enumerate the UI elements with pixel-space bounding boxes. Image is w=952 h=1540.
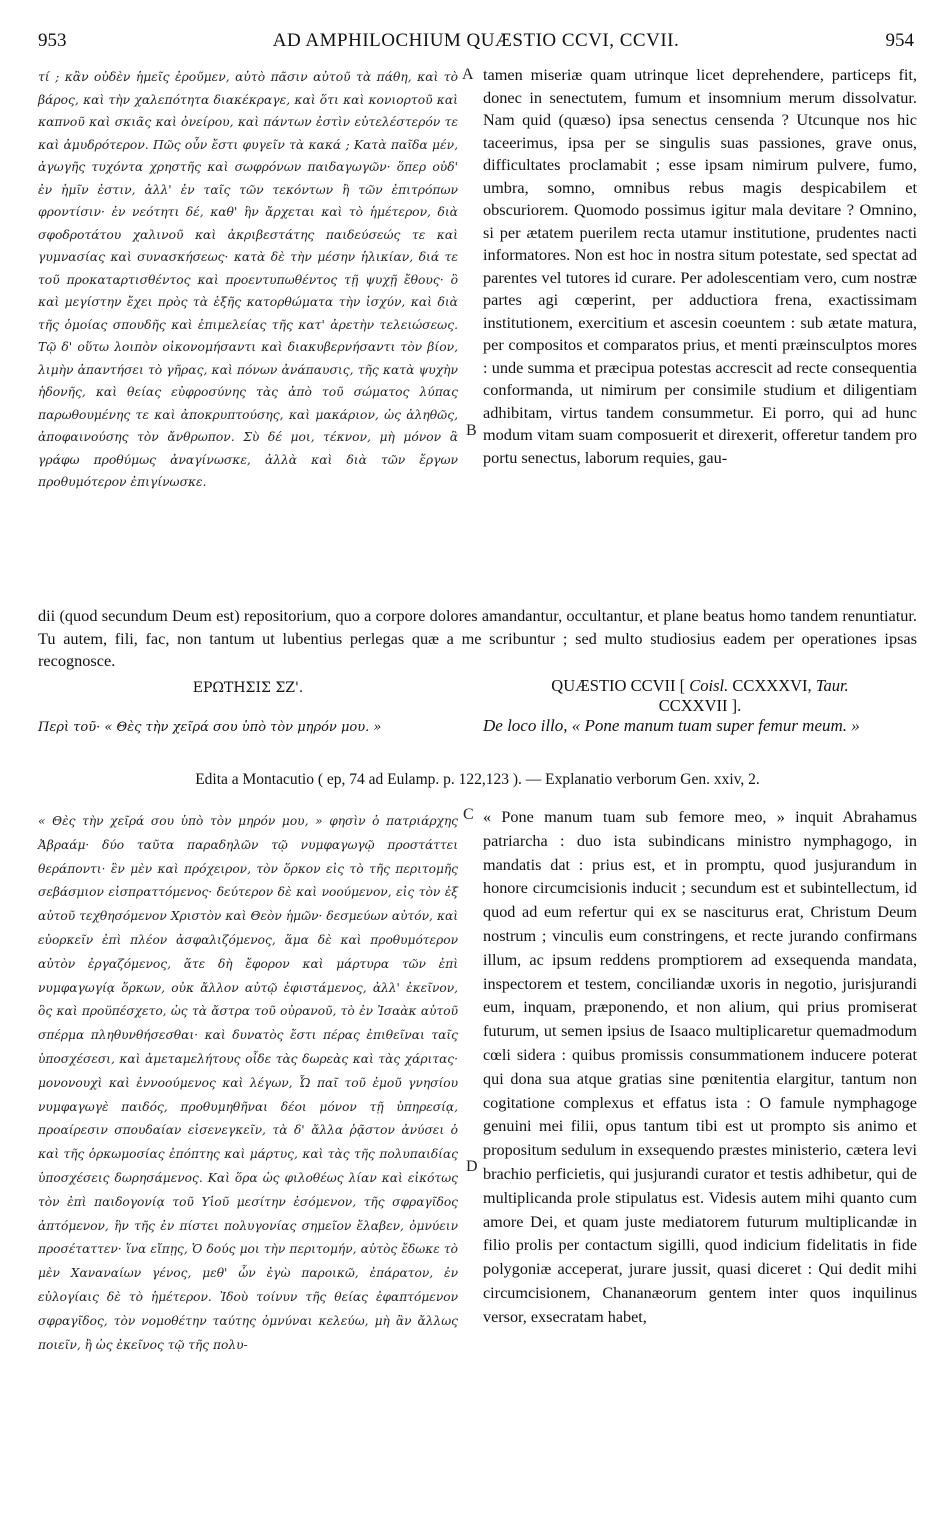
title-prefix: QUÆSTIO CCVII [ [551, 676, 686, 695]
edition-note: Edita a Montacutio ( ep, 74 ad Eulamp. p. 122,123 ). — Explanatio verborum Gen. xxiv, 2. [195, 771, 760, 788]
margin-marker-c: C [463, 806, 474, 823]
latin-question-subtitle: De loco illo, « Pone manum tuam super femur meum. » [483, 716, 860, 735]
title-source-taur: Taur. [815, 676, 849, 695]
page-title: AD AMPHILOCHIUM QUÆSTIO CCVI, CCVII. [272, 30, 680, 51]
margin-marker-a: A [462, 66, 474, 83]
latin-question-title [483, 676, 917, 716]
title-source-coisl: Coisl. [689, 676, 729, 695]
greek-question-subtitle: Περὶ τοῦ· « Θὲς τὴν χεῖρά σου ὑπὸ τὸν μηρόν μου. » [38, 720, 382, 735]
title-suffix: CCXXVII ]. [658, 696, 742, 715]
latin-column-text: tamen miseriæ quam utrinque licet deprehendere, particeps fit, donec in senectutem, fumum et insomnium merum dissolvatur. Nam quid (quæso) ipsa senectus censenda ? Utcunque nos hic taceerimus, ipsa per se singulis suas passiones, grave onus, difficultates proclamabit ; esse ipsam nimirum pulvere, fumo, umbra, somno, omnibus rebus magis despicabilem et obscuriorem. Quomodo possimus igitur mala devitare ? Omnino, si per ætatem puerilem recta utamur institutione, prudentes nacti informatores. Non est hoc in nostra situm potestate, sed spectat ad parentes vel tutores id curare. Per adolescentiam vero, cum nostræ partes agi cœperint, per adductiora frena, exactissimam institutionem, exercitium et ascesin coeuntem : sub ætate matura, per compositos et comparatos prius, et menti præinsculptos mores : unde summa et præcipua potestas accrescit ad recte consequentia conformanda, ut nimirum per consimile studium et diligentiam adhibitam, virtus tandem consummetur. Ei porro, qui ad hunc modum vitam suam composuerit et direxerit, offeretur tandem pro portu senectus, laborum requies, gau- [483, 65, 917, 467]
margin-marker-d: D [466, 1158, 478, 1175]
full-width-text: dii (quod secundum Deum est) repositorium, quo a corpore dolores amandantur, occultantur, et plane beatus homo tandem renuntiatur. Tu autem, fili, fac, non tantum ut lubentius perlegas quæ a me scribuntur ; sed multo studiosius eadem per operationes ipsas recognosce. [38, 606, 917, 670]
greek-question-title: ΕΡΩΤΗΣΙΣ ΣΖ'. [192, 680, 304, 696]
page-number-right: 954 [885, 30, 914, 51]
running-header [38, 30, 914, 54]
greek-column-text: τί ; κἂν οὐδὲν ἡμεῖς ἐροῦμεν, αὐτὸ πᾶσιν αὐτοῦ τὰ πάθη, καὶ τὸ βάρος, καὶ τὴν χαλεπότητα διακέκραγε, καὶ ὅτι καὶ κονιορτοῦ καὶ καπνοῦ καὶ σκιᾶς καὶ ὀνείρου, καὶ πάντων ἐστὶν εὐτελέστερόν τε καὶ ἀμυδρότερον. Πῶς οὖν ἔστι φυγεῖν τὰ κακά ; Κατὰ παῖδα μέν, ἀγωγῆς τυχόντα χρηστῆς καὶ σωφρόνων παιδαγωγῶν· ὅπερ οὐδ' ἐν ἡμῖν ἐστιν, ἀλλ' ἐν ταῖς τῶν τεκόντων ἢ τῶν ἐπιτρόπων φροντίσιν· ἐν νεότητι δέ, καθ' ἣν ἄρχεται καὶ τὸ ἡμέτερον, διὰ σφοδροτάτου χαλινοῦ καὶ ἀκριβεστάτης παιδεύσεώς τε καὶ γυμνασίας καὶ συνασκήσεως· κατὰ δὲ τὴν μέσην ἡλικίαν, διά τε τοῦ προκαταρτισθέντος καὶ προεντυπωθέντος τῇ ψυχῇ ἔθους· ὃ καὶ μεγίστην ἔχει πρὸς τὰ ἑξῆς κατορθώματα τὴν ἰσχύν, καὶ διὰ τῆς ὁμοίας σπουδῆς καὶ ἐπιμελείας τῆς κατ' ἀρετὴν τελειώσεως. Τῷ δ' οὕτω λοιπὸν οἰκονομήσαντι καὶ διακυβερνήσαντι τὸν βίον, λιμὴν ἀπαντήσει τὸ γῆρας, καὶ πόνων ἀνάπαυσις, τῆς κατὰ ψυχὴν ἡδονῆς, καὶ θείας εὐφροσύνης τὰς ἀπὸ τοῦ σώματος λύπας παρωθουμένης τε καὶ ἀποκρυπτούσης, καὶ μακάριον, ὡς ἀληθῶς, ἀποφαινούσης τὸν ἄνθρωπον. Σὺ δέ μοι, τέκνον, μὴ μόνον ἃ γράφω προθύμως ἀναγίνωσκε, ἀλλὰ καὶ διὰ τῶν ἔργων προθυμότερον ἐπιγίνωσκε. [38, 70, 458, 489]
latin-column-text-2: « Pone manum tuam sub femore meo, » inquit Abrahamus patriarcha : duo ista subindicans ministro nymphagogo, in mandatis dat : prius est, et in promptu, quod jusjurandum in honore circumcisionis inducit ; secundum est et subintellectum, id quod ad eum refertur qui ex se nasciturus erat, Christum Deum nostrum ; vinculis eum constringens, et recte jurando confirmans illum, ac ipsum reddens promptiorem ad exsequenda mandata, inspectorem et testem, conciliandæ uxoris in negotio, jurisjurandi eum, inquam, præponendo, et non alium, qui prius promiserat futurum, ut semen ipsius de Isaaco multiplicaretur quemadmodum cœli sidera : quibus promissis consummationem inducere poterat qui dona sua atque gratias sine pœnitentia elargitur, tantum non cogitatione complexus et effatus ista : O famule nymphagoge genuini mei filii, opus tantum tibi est ut prompto sis animo et propositum sedulum in exsequendo præstes ministerio, cætera levi brachio perficietis, qui jusjurandi curator et testis adhibetur, qui de multiplicanda prole stipulatus est. Videsis autem mihi quanto cum amore Dei, et quam juste mediatorem futurum multiplicandæ in filio prolis per contactum sigilli, quod indicium fidelitatis in fide polygoniæ acceperat, jurare jussit, quasi diceret : Qui dedit mihi circumcisionem, Chananæorum gentem inter quos inquilinus versor, exsecratam habet, [483, 808, 917, 1326]
title-mid: CCXXXVI, [732, 676, 812, 695]
page-number-left: 953 [38, 30, 67, 51]
greek-column-text-2: « Θὲς τὴν χεῖρά σου ὑπὸ τὸν μηρόν μου, » φησὶν ὁ πατριάρχης Ἀβραάμ· δύο ταῦτα παραδηλῶν τῷ νυμφαγωγῷ προστάττει θεράποντι· ἓν μὲν καὶ πρόχειρον, τὸν ὅρκον εἰς τὸ τῆς περιτομῆς σεβάσμιον εἰσπραττόμενος· δεύτερον δὲ καὶ νοούμενον, εἰς τὸν ἐξ αὐτοῦ τεχθησόμενον Χριστὸν καὶ Θεὸν ἡμῶν· δεσμεύων αὐτόν, καὶ εὐορκεῖν ἐπὶ πλέον ἀσφαλιζόμενος, ἅμα δὲ καὶ προθυμότερον αὐτὸν ἐργαζόμενος, ἅτε δὴ ἔφορον καὶ μάρτυρα τῶν ἐπὶ νυμφαγωγίᾳ ὅρκων, οὐκ ἄλλον αὐτῷ ἐφιστάμενος, ἀλλ' ἐκεῖνον, ὃς καὶ προϋπέσχετο, ὡς τὰ ἄστρα τοῦ οὐρανοῦ, τὸ ἐν Ἰσαὰκ αὐτοῦ σπέρμα πληθυνθήσεσθαι· καὶ δυνατὸς ἔστι πέρας ἐπιθεῖναι ταῖς ὑποσχέσεσι, καὶ ἀμεταμελήτους οἶδε τὰς δωρεὰς καὶ τὰς χάριτας· μονονουχὶ καὶ ἐννοούμενος καὶ λέγων, Ὦ παῖ τοῦ ἐμοῦ γνησίου νυμφαγωγὲ παιδός, προθυμηθῆναι δέοι μόνον τῇ ὑπηρεσίᾳ, προαίρεσιν σπουδαίαν εἰσενεγκεῖν, τὰ δ' ἄλλα ῥᾷστον ἀνύσει ὁ καὶ τῆς ὁρκωμοσίας ἐπόπτης καὶ μάρτυς, καὶ τὰς τῆς πολυπαιδίας ὑποσχέσεις δωρησάμενος. Καὶ ὅρα ὡς φιλοθέως λίαν καὶ εἰκότως τὸν ἐπὶ παιδογονίᾳ τοῦ Υἱοῦ μεσίτην ἐσόμενον, τῆς σφραγῖδος ἁπτόμενον, ἣν τῆς ἐν πίστει πολυγονίας σημεῖον ἔλαβεν, ὀμνύειν προσέταττεν· ἵνα εἴπῃς, Ὁ δούς μοι τὴν περιτομήν, αὐτὸς ἔδωκε τὸ μὲν Χαναναίων γένος, μεθ' ὧν ἐγὼ παροικῶ, ἐπάρατον, ἐν εὐλογίαις δὲ τὸ ἡμέτερον. Ἰδοὺ τοίνυν τῆς θείας ἐφαπτόμενον σφραγῖδος, τὸν νομοθέτην ταύτης ὀμνύναι κελεύω, μὴ ἂν ἄλλως ποιεῖν, ἢ ὡς ἐκεῖνος τῷ τῆς πολυ- [38, 814, 458, 1352]
margin-marker-b: B [466, 422, 477, 439]
